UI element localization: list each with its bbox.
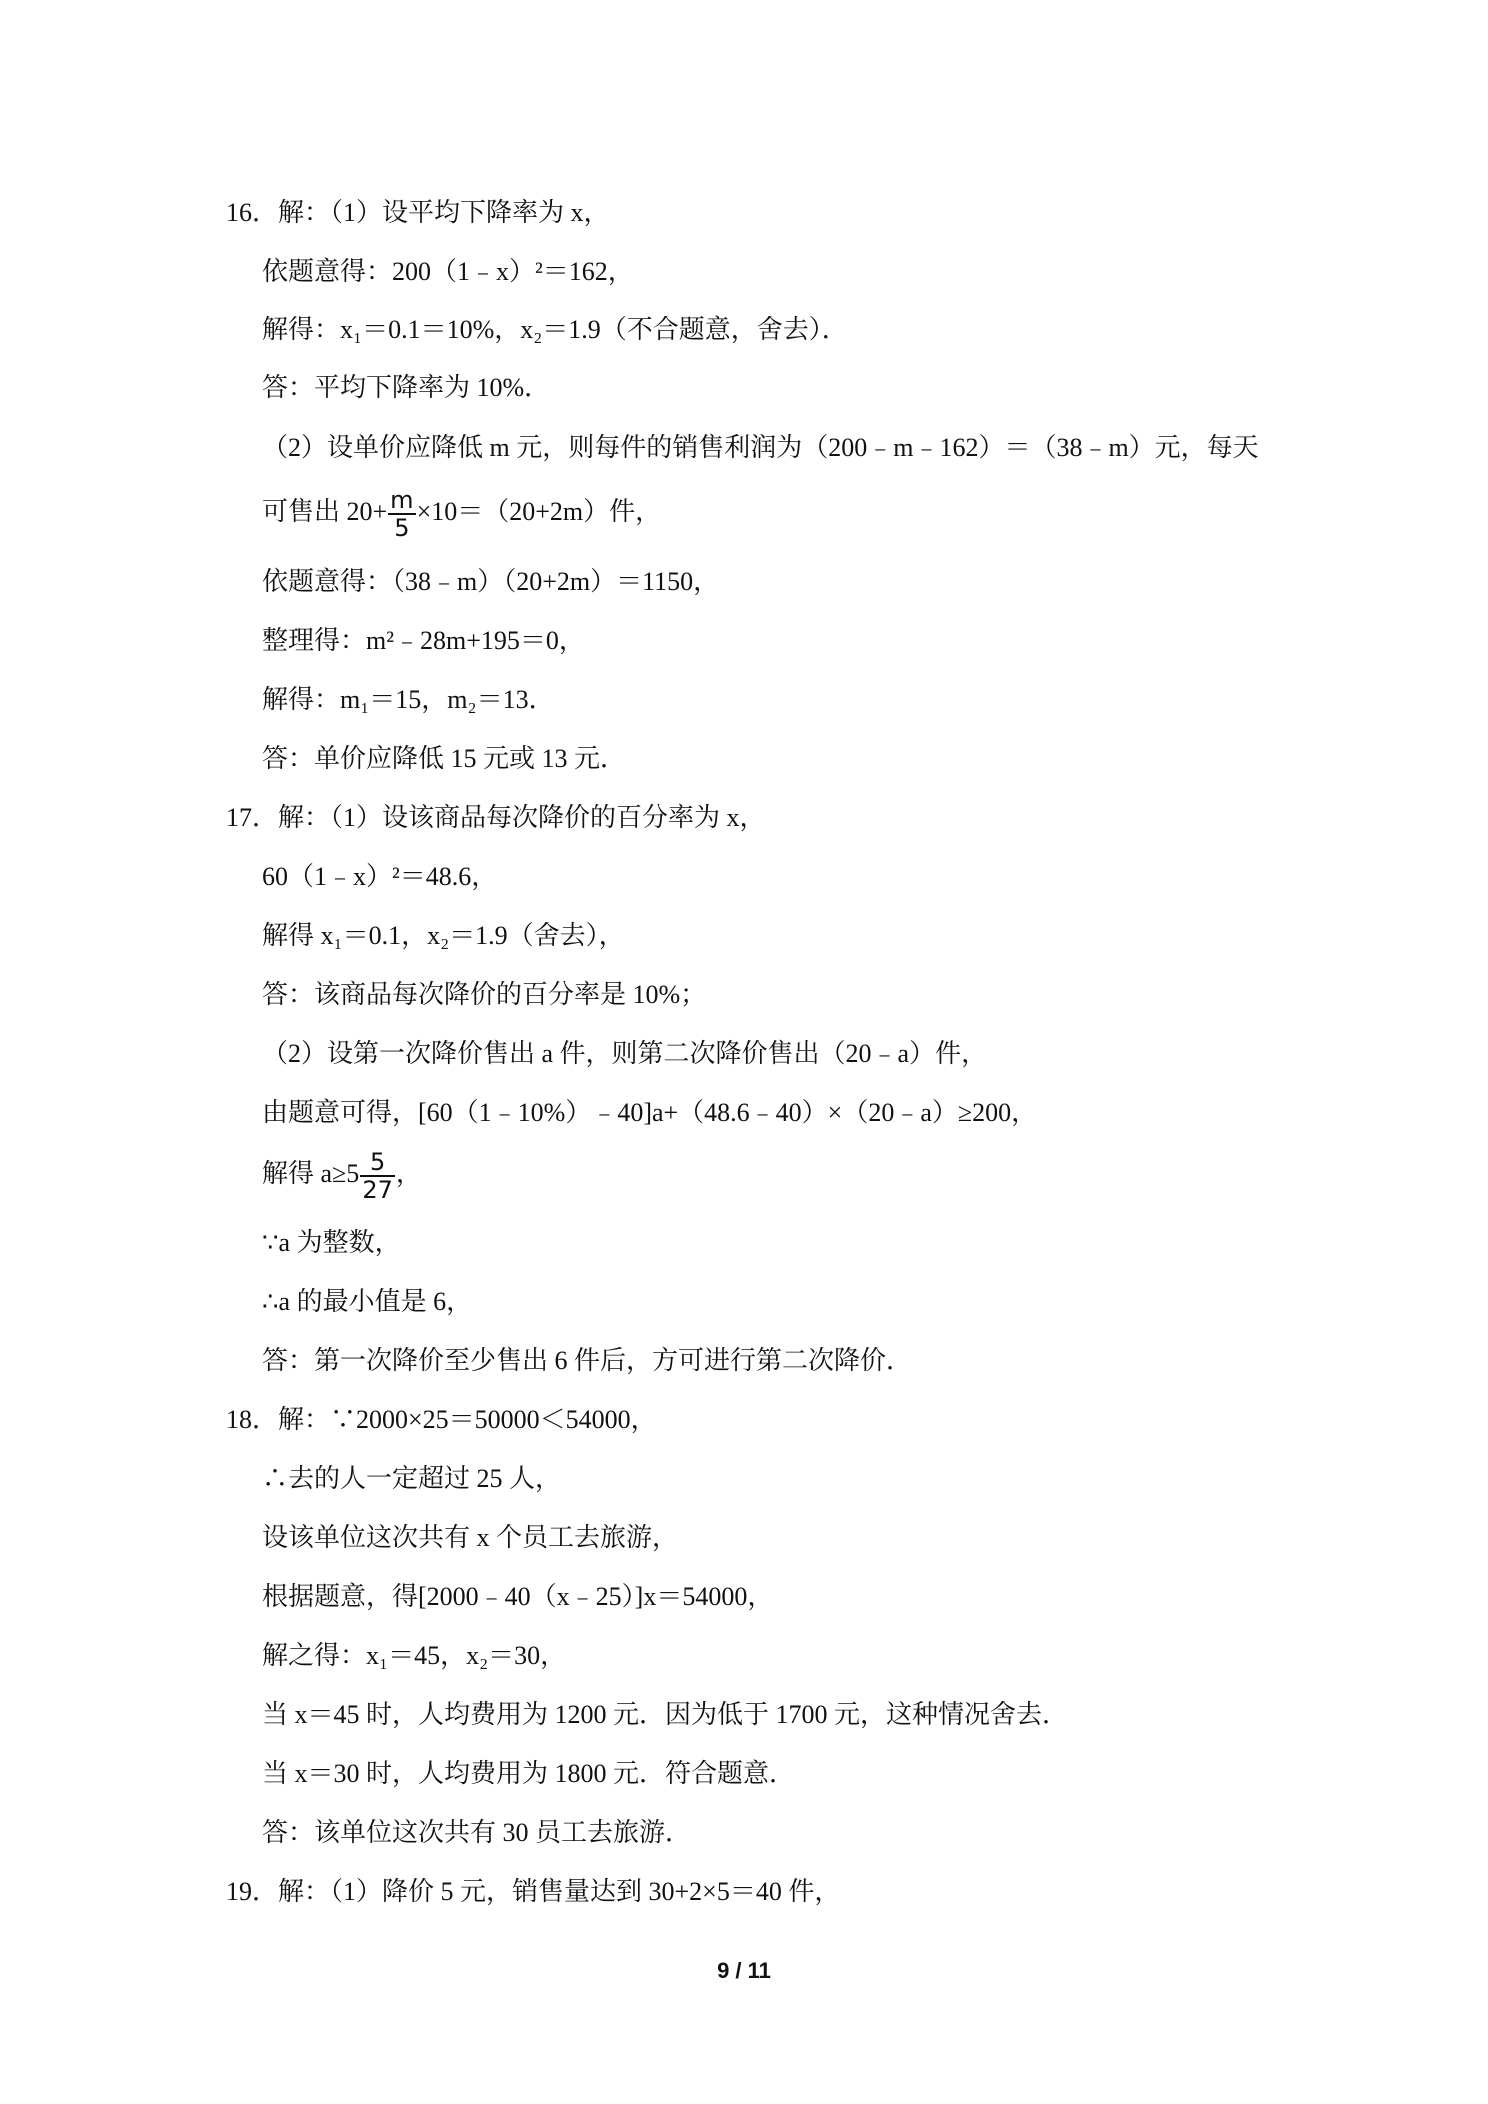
fraction	[360, 1149, 395, 1203]
page-number: 9 / 11	[717, 1958, 771, 1983]
problem-16-line: 答：平均下降率为 10%．	[262, 373, 551, 402]
problem-17-line: 答：第一次降价至少售出 6 件后，方可进行第二次降价．	[262, 1346, 913, 1375]
problem-16-line: 解得：x₁＝0.1＝10%，x₂＝1.9（不合题意，舍去）．	[262, 315, 848, 344]
text-segment: ，	[395, 1158, 422, 1188]
problem-17-line: 60（1﹣x）²＝48.6，	[262, 862, 498, 891]
problem-17-line: （2）设第一次降价售出 a 件，则第二次降价售出（20﹣a）件，	[262, 1039, 988, 1068]
fraction	[388, 487, 415, 541]
problem-18-line: ∴去的人一定超过 25 人，	[262, 1464, 562, 1493]
text-segment: 可售出 20+	[262, 496, 388, 526]
problem-19-heading: 19．解：（1）降价 5 元，销售量达到 30+2×5＝40 件，	[226, 1877, 841, 1906]
problem-17-heading: 17．解：（1）设该商品每次降价的百分率为 x，	[226, 803, 766, 832]
problem-18-line: 答：该单位这次共有 30 员工去旅游．	[262, 1818, 692, 1847]
problem-16-line: （2）设单价应降低 m 元，则每件的销售利润为（200﹣m﹣162）＝（38﹣m）元，每天	[262, 433, 1259, 462]
problem-16-line: 整理得：m²﹣28m+195＝0，	[262, 626, 585, 655]
problem-18-line: 设该单位这次共有 x 个员工去旅游，	[262, 1523, 679, 1552]
problem-16-heading: 16．解：（1）设平均下降率为 x，	[226, 198, 610, 227]
problem-18-line: 当 x＝45 时，人均费用为 1200 元．因为低于 1700 元，这种情况舍去．	[262, 1700, 1069, 1729]
problem-17-line: 解得 x₁＝0.1，x₂＝1.9（舍去），	[262, 921, 625, 950]
problem-17-line: 答：该商品每次降价的百分率是 10%；	[262, 980, 707, 1009]
text-segment: 解得 a≥5	[262, 1158, 360, 1188]
problem-17-line: ∴a 的最小值是 6，	[262, 1287, 473, 1316]
problem-18-line: 当 x＝30 时，人均费用为 1800 元．符合题意．	[262, 1759, 796, 1788]
fraction-denominator: 27	[362, 1176, 393, 1204]
problem-17-line: 由题意可得，[60（1﹣10%）﹣40]a+（48.6﹣40）×（20﹣a）≥200，	[262, 1098, 1038, 1127]
fraction-numerator: 5	[360, 1149, 395, 1177]
problem-17-line: ∵a 为整数，	[262, 1228, 401, 1257]
fraction-denominator: 5	[394, 514, 410, 542]
text-segment: ×10＝（20+2m）件，	[416, 496, 662, 526]
problem-16-line: 依题意得：200（1﹣x）²＝162，	[262, 257, 634, 286]
problem-18-heading: 18．解：∵2000×25＝50000＜54000，	[226, 1405, 657, 1434]
problem-16-line: 答：单价应降低 15 元或 13 元．	[262, 744, 627, 773]
problem-16-line: 解得：m₁＝15，m₂＝13．	[262, 685, 555, 714]
problem-16-line-fraction	[262, 487, 661, 541]
problem-16-line: 依题意得：（38﹣m）（20+2m）＝1150，	[262, 567, 720, 596]
problem-18-line: 根据题意，得[2000﹣40（x﹣25）]x＝54000，	[262, 1582, 774, 1611]
problem-17-line-fraction	[262, 1149, 422, 1203]
fraction-numerator: m	[390, 486, 414, 514]
problem-18-line: 解之得：x₁＝45，x₂＝30，	[262, 1641, 567, 1670]
